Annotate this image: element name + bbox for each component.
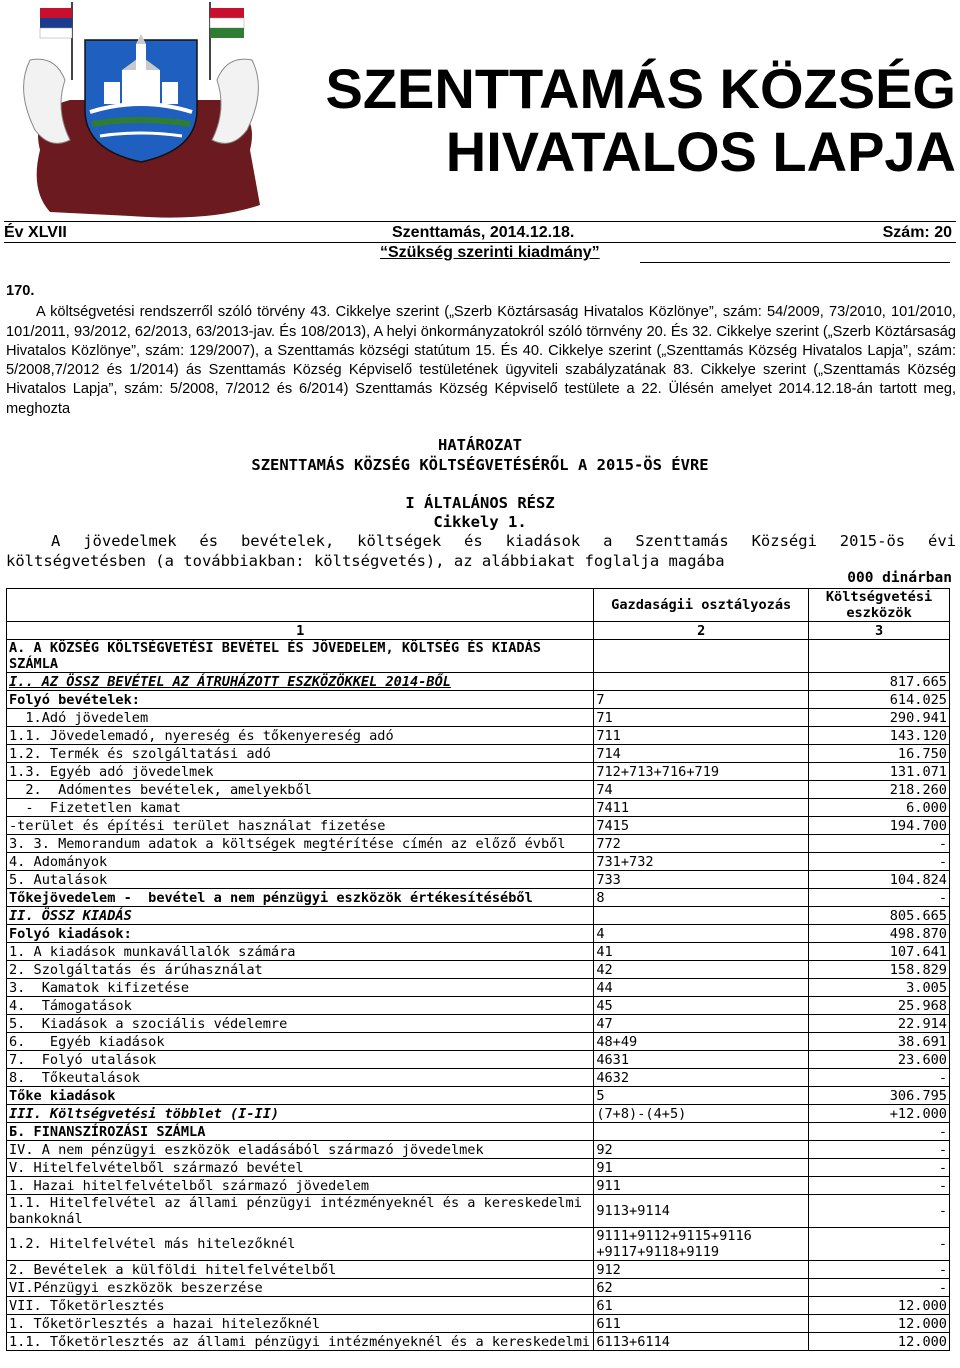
column-number-row bbox=[7, 622, 950, 640]
row-label: 1. Tőketörlesztés a hazai hitelezőknél bbox=[7, 1315, 594, 1333]
budget-table bbox=[6, 588, 950, 1351]
row-code: 74 bbox=[594, 781, 809, 799]
row-value: 16.750 bbox=[809, 745, 950, 763]
row-value: 158.829 bbox=[809, 961, 950, 979]
year-label: Év XLVII bbox=[4, 224, 67, 241]
preamble-text: A költségvetési rendszerről szóló törvény 43. Cikkelye szerint („Szerb Köztársaság Hivatalos Közlönye”, szám: 54/2009, 73/2010, 101/2010, 101/2011, 93/2012, 62/2013, 63/2013-jav. És 108/2013), A helyi önkormányzatokról szóló törnvény 20. És 32. Cikkelye szerint („Szerb Köztársaság Hivatalos Közlönye”, szám: 129/2007), a Szenttamás községi statútum 15. És 40. Cikkelye szerint („Szenttamás Község Hivatalos Lapja”, szám: 5/2008,7/2012 és 1/2014) ás Szenttamás Község Képviselő testületének ügyviteli szabályzatának 83. Cikkelye szerint („Szenttamás Község Hivatalos Lapja”, szám: 5/2008, 7/2012 és 6/2014) Szenttamás Község Képviselő testülete a 22. Ülésén amelyet 2014.12.18-án tartott meg, meghozta bbox=[6, 304, 956, 417]
row-value: 107.641 bbox=[809, 943, 950, 961]
row-label: V. Hitelfelvételből származó bevétel bbox=[7, 1159, 594, 1177]
row-value: 290.941 bbox=[809, 709, 950, 727]
header-cell-2: Gazdaságii osztályozás bbox=[594, 589, 809, 622]
row-value: 38.691 bbox=[809, 1033, 950, 1051]
row-label: Tőke kiadások bbox=[7, 1087, 594, 1105]
table-row bbox=[7, 1261, 950, 1279]
row-label: 1.Adó jövedelem bbox=[7, 709, 594, 727]
table-row bbox=[7, 1087, 950, 1105]
row-code: 6113+6114 bbox=[594, 1333, 809, 1351]
row-code: 44 bbox=[594, 979, 809, 997]
preamble bbox=[6, 282, 956, 419]
col-number-2: 2 bbox=[594, 622, 809, 640]
row-value: 12.000 bbox=[809, 1315, 950, 1333]
row-value: 614.025 bbox=[809, 691, 950, 709]
table-row bbox=[7, 745, 950, 763]
table-row bbox=[7, 907, 950, 925]
row-value: 6.000 bbox=[809, 799, 950, 817]
table-row bbox=[7, 799, 950, 817]
col-number-3: 3 bbox=[809, 622, 950, 640]
table-row bbox=[7, 1333, 950, 1351]
table-row bbox=[7, 1177, 950, 1195]
table-row bbox=[7, 997, 950, 1015]
table-row bbox=[7, 943, 950, 961]
decision-heading: HATÁROZAT bbox=[438, 436, 522, 454]
row-label: VI.Pénzügyi eszközök beszerzése bbox=[7, 1279, 594, 1297]
row-label: Б. FINANSZÍROZÁSI SZÁMLA bbox=[7, 1123, 594, 1141]
row-label: VII. Tőketörlesztés bbox=[7, 1297, 594, 1315]
row-code bbox=[594, 673, 809, 691]
row-label: 6. Egyéb kiadások bbox=[7, 1033, 594, 1051]
table-row bbox=[7, 1069, 950, 1087]
row-label: 2. Adómentes bevételek, amelyekből bbox=[7, 781, 594, 799]
table-row bbox=[7, 1123, 950, 1141]
row-code: 8 bbox=[594, 889, 809, 907]
row-label: Folyó kiadások: bbox=[7, 925, 594, 943]
row-label: II. ÖSSZ KIADÁS bbox=[7, 907, 594, 925]
row-code bbox=[594, 640, 809, 673]
row-code: 47 bbox=[594, 1015, 809, 1033]
row-code: 731+732 bbox=[594, 853, 809, 871]
row-label: III. Költségvetési többlet (I-II) bbox=[7, 1105, 594, 1123]
row-code: 9111+9112+9115+9116 +9117+9118+9119 bbox=[594, 1228, 809, 1261]
row-value: 131.071 bbox=[809, 763, 950, 781]
table-row bbox=[7, 871, 950, 889]
row-code: 41 bbox=[594, 943, 809, 961]
table-row bbox=[7, 925, 950, 943]
row-label: 1. A kiadások munkavállalók számára bbox=[7, 943, 594, 961]
row-code bbox=[594, 907, 809, 925]
row-value: - bbox=[809, 835, 950, 853]
row-code: (7+8)-(4+5) bbox=[594, 1105, 809, 1123]
row-value: - bbox=[809, 1123, 950, 1141]
row-code: 62 bbox=[594, 1279, 809, 1297]
row-value: 22.914 bbox=[809, 1015, 950, 1033]
row-value: - bbox=[809, 1141, 950, 1159]
issue-number: Szám: 20 bbox=[882, 224, 952, 241]
section-number: 170. bbox=[6, 283, 35, 299]
unit-label: 000 dinárban bbox=[847, 570, 952, 586]
table-row bbox=[7, 727, 950, 745]
row-label: 1.3. Egyéb adó jövedelmek bbox=[7, 763, 594, 781]
row-value: 12.000 bbox=[809, 1297, 950, 1315]
edition-note: “Szükség szerinti kiadmány” bbox=[380, 244, 600, 261]
header-cell-3: Költségvetési eszközök bbox=[809, 589, 950, 622]
row-code: 7 bbox=[594, 691, 809, 709]
table-row bbox=[7, 1159, 950, 1177]
table-row bbox=[7, 1033, 950, 1051]
row-code: 714 bbox=[594, 745, 809, 763]
row-label: 4. Támogatások bbox=[7, 997, 594, 1015]
row-value: 817.665 bbox=[809, 673, 950, 691]
row-code: 71 bbox=[594, 709, 809, 727]
article-text: A jövedelmek és bevételek, költségek és kiadások a Szenttamás Községi 2015-ös évi költségvetésben (a továbbiakban: költségvetés), az alábbiakat foglalja magába bbox=[6, 532, 956, 570]
table-row bbox=[7, 1105, 950, 1123]
header-rule-mid bbox=[4, 242, 956, 243]
table-row bbox=[7, 1279, 950, 1297]
row-label: A. A KÖZSÉG KÖLTSÉGVETÉSI BEVÉTEL ÉS JÖVEDELEM, KÖLTSÉG ÉS KIADÁS SZÁMLA bbox=[7, 640, 594, 673]
row-code: 42 bbox=[594, 961, 809, 979]
row-value: 25.968 bbox=[809, 997, 950, 1015]
row-label: 5. Autalások bbox=[7, 871, 594, 889]
table-row bbox=[7, 1195, 950, 1228]
row-label: 5. Kiadások a szociális védelemre bbox=[7, 1015, 594, 1033]
row-code: 45 bbox=[594, 997, 809, 1015]
row-code: 911 bbox=[594, 1177, 809, 1195]
table-row bbox=[7, 979, 950, 997]
row-value: - bbox=[809, 1195, 950, 1228]
row-code: 9113+9114 bbox=[594, 1195, 809, 1228]
table-row bbox=[7, 961, 950, 979]
table-row bbox=[7, 853, 950, 871]
row-code: 48+49 bbox=[594, 1033, 809, 1051]
row-code bbox=[594, 1123, 809, 1141]
row-code: 7411 bbox=[594, 799, 809, 817]
col-number-1: 1 bbox=[7, 622, 594, 640]
row-label: 4. Adományok bbox=[7, 853, 594, 871]
row-code: 912 bbox=[594, 1261, 809, 1279]
row-code: 733 bbox=[594, 871, 809, 889]
row-code: 92 bbox=[594, 1141, 809, 1159]
header-rule-top bbox=[4, 221, 956, 222]
table-row bbox=[7, 673, 950, 691]
table-row bbox=[7, 1015, 950, 1033]
row-value: - bbox=[809, 1159, 950, 1177]
row-label: 1.1. Tőketörlesztés az állami pénzügyi intézményeknél és a kereskedelmi bbox=[7, 1333, 594, 1351]
row-value: - bbox=[809, 1261, 950, 1279]
row-value: - bbox=[809, 1279, 950, 1297]
row-label: 1. Hazai hitelfelvételből származó jövedelem bbox=[7, 1177, 594, 1195]
row-label: 7. Folyó utalások bbox=[7, 1051, 594, 1069]
place-date: Szenttamás, 2014.12.18. bbox=[392, 224, 575, 241]
row-value: - bbox=[809, 1069, 950, 1087]
row-label: 1.2. Hitelfelvétel más hitelezőknél bbox=[7, 1228, 594, 1261]
row-label: 1.2. Termék és szolgáltatási adó bbox=[7, 745, 594, 763]
row-value: - bbox=[809, 1177, 950, 1195]
table-row bbox=[7, 640, 950, 673]
row-value: 498.870 bbox=[809, 925, 950, 943]
table-row bbox=[7, 817, 950, 835]
row-label: I.. AZ ÖSSZ BEVÉTEL AZ ÁTRUHÁZOTT ESZKÖZÖKKEL 2014-BŐL bbox=[7, 673, 594, 691]
row-code: 711 bbox=[594, 727, 809, 745]
row-code: 611 bbox=[594, 1315, 809, 1333]
row-code: 772 bbox=[594, 835, 809, 853]
header-rule-bottom bbox=[640, 262, 950, 263]
gazette-title-line2: HIVATALOS LAPJA bbox=[445, 120, 956, 183]
table-row bbox=[7, 691, 950, 709]
row-label: 1.1. Jövedelemadó, nyereség és tőkenyereség adó bbox=[7, 727, 594, 745]
table-row bbox=[7, 763, 950, 781]
row-code: 4 bbox=[594, 925, 809, 943]
row-label: 3. Kamatok kifizetése bbox=[7, 979, 594, 997]
coat-of-arms-logo bbox=[10, 0, 272, 222]
table-row bbox=[7, 1297, 950, 1315]
row-value bbox=[809, 640, 950, 673]
row-code: 712+713+716+719 bbox=[594, 763, 809, 781]
table-row bbox=[7, 1228, 950, 1261]
row-value: 218.260 bbox=[809, 781, 950, 799]
row-label: -terület és építési terület használat fizetése bbox=[7, 817, 594, 835]
row-label: - Fizetetlen kamat bbox=[7, 799, 594, 817]
row-label: Folyó bevételek: bbox=[7, 691, 594, 709]
row-code: 7415 bbox=[594, 817, 809, 835]
decision-subject: SZENTTAMÁS KÖZSÉG KÖLTSÉGVETÉSÉRŐL A 2015-ÖS ÉVRE bbox=[251, 456, 709, 474]
row-value: 104.824 bbox=[809, 871, 950, 889]
row-value: - bbox=[809, 853, 950, 871]
table-row bbox=[7, 781, 950, 799]
row-label: IV. A nem pénzügyi eszközök eladásából származó jövedelmek bbox=[7, 1141, 594, 1159]
row-value: - bbox=[809, 889, 950, 907]
row-code: 4632 bbox=[594, 1069, 809, 1087]
table-row bbox=[7, 1051, 950, 1069]
row-code: 4631 bbox=[594, 1051, 809, 1069]
table-row bbox=[7, 835, 950, 853]
table-row bbox=[7, 889, 950, 907]
row-value: 805.665 bbox=[809, 907, 950, 925]
row-value: +12.000 bbox=[809, 1105, 950, 1123]
row-label: 1.1. Hitelfelvétel az állami pénzügyi intézményeknél és a kereskedelmi bankoknál bbox=[7, 1195, 594, 1228]
row-code: 61 bbox=[594, 1297, 809, 1315]
row-value: 12.000 bbox=[809, 1333, 950, 1351]
header-cell-1 bbox=[7, 589, 594, 622]
row-value: 306.795 bbox=[809, 1087, 950, 1105]
row-value: 23.600 bbox=[809, 1051, 950, 1069]
article-heading: Cikkely 1. bbox=[433, 513, 527, 531]
row-label: 2. Bevételek a külföldi hitelfelvételből bbox=[7, 1261, 594, 1279]
table-header-row bbox=[7, 589, 950, 622]
gazette-title-line1: SZENTTAMÁS KÖZSÉG bbox=[325, 57, 956, 120]
row-value: - bbox=[809, 1228, 950, 1261]
row-label: 3. 3. Memorandum adatok a költségek megtérítése címén az előző évből bbox=[7, 835, 594, 853]
row-code: 5 bbox=[594, 1087, 809, 1105]
row-code: 91 bbox=[594, 1159, 809, 1177]
table-row bbox=[7, 1141, 950, 1159]
table-row bbox=[7, 709, 950, 727]
row-label: Tőkejövedelem - bevétel a nem pénzügyi eszközök értékesítéséből bbox=[7, 889, 594, 907]
row-value: 194.700 bbox=[809, 817, 950, 835]
row-value: 3.005 bbox=[809, 979, 950, 997]
row-value: 143.120 bbox=[809, 727, 950, 745]
row-label: 8. Tőkeutalások bbox=[7, 1069, 594, 1087]
row-label: 2. Szolgáltatás és árúhasználat bbox=[7, 961, 594, 979]
table-row bbox=[7, 1315, 950, 1333]
part-heading: I ÁLTALÁNOS RÉSZ bbox=[405, 494, 555, 512]
